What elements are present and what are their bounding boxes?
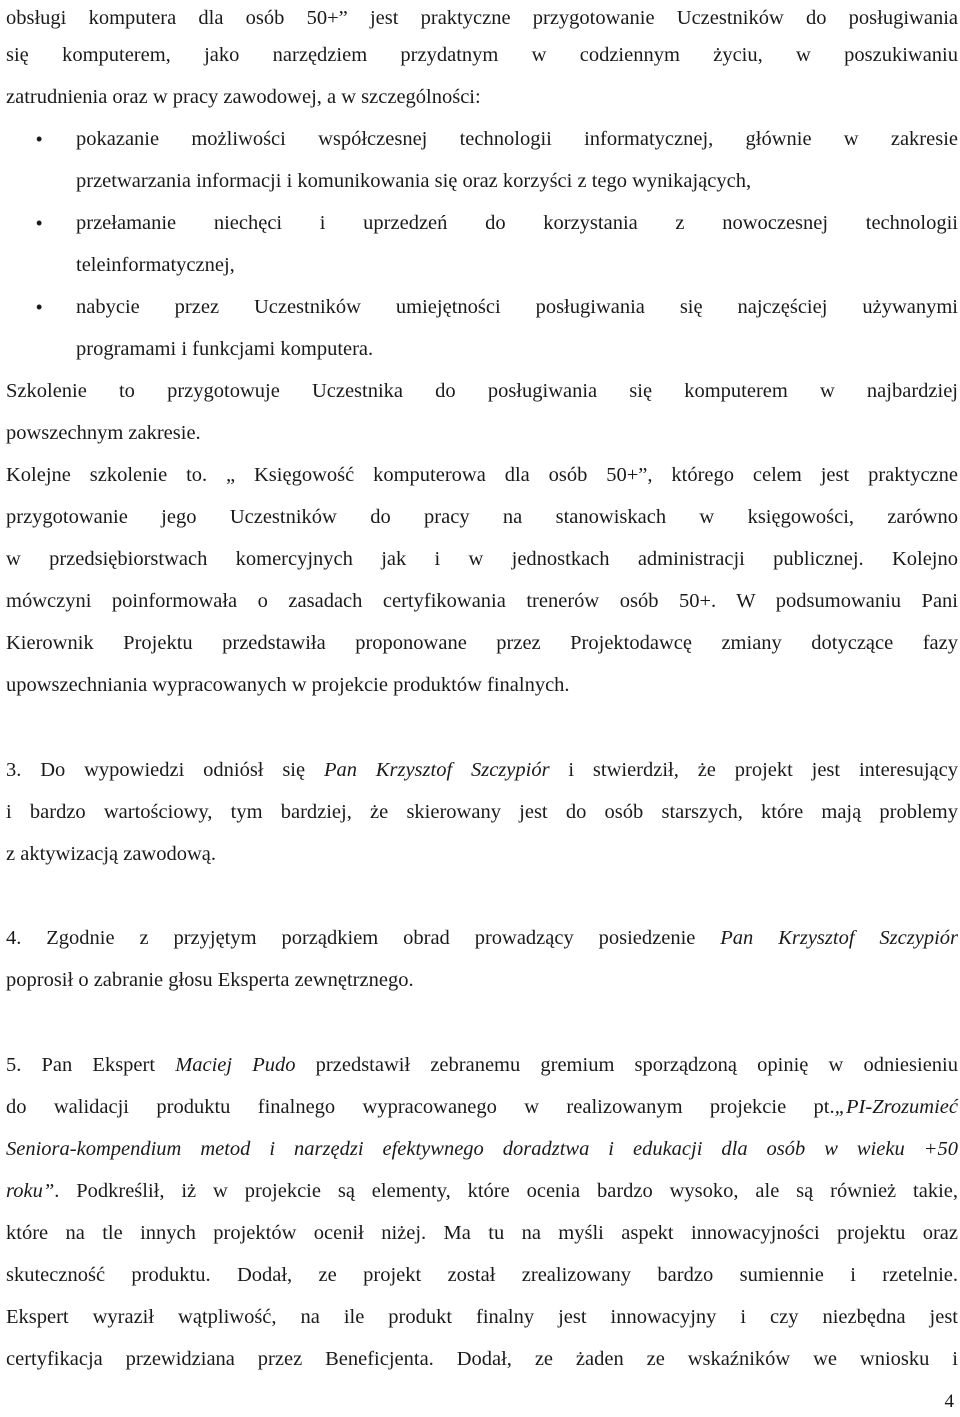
item-5-line-1 — [6, 1050, 958, 1080]
bullet-marker: • — [36, 129, 43, 149]
kolejne-line-2: przygotowanie jego Uczestników do pracy na stanowiskach w księgowości, zarówno — [6, 506, 958, 528]
page-number: 4 — [944, 1391, 954, 1412]
kolejne-line-4: mówczyni poinformowała o zasadach certyfikowania trenerów osób 50+. W podsumowaniu Pani — [6, 590, 958, 612]
bullet-1-line-2: przetwarzania informacji i komunikowania się oraz korzyści z tego wynikających, — [76, 170, 752, 192]
item-3-text: 3. Do wypowiedzi odniósł się — [6, 759, 324, 781]
bullet-1-line-1: pokazanie możliwości współczesnej technologii informatycznej, głównie w zakresie — [76, 128, 958, 150]
item-5-line-4 — [6, 1176, 958, 1206]
kolejne-line-5: Kierownik Projektu przedstawiła proponowane przez Projektodawcę zmiany dotyczące fazy — [6, 632, 958, 654]
item-5-text: przedstawił zebranemu gremium sporządzoną opinię w odniesieniu — [295, 1054, 958, 1076]
item-4-line-1 — [6, 923, 958, 953]
item-5-line-2 — [6, 1092, 958, 1122]
person-name: Pan Krzysztof Szczypiór — [323, 759, 550, 781]
item-4-text: 4. Zgodnie z przyjętym porządkiem obrad prowadzący posiedzenie — [6, 927, 721, 949]
kolejne-line-6: upowszechniania wypracowanych w projekcie produktów finalnych. — [6, 674, 570, 696]
kolejne-line-1: Kolejne szkolenie to. „ Księgowość komputerowa dla osób 50+”, którego celem jest praktyczne — [6, 464, 958, 486]
item-5-text: 5. Pan Ekspert — [6, 1054, 176, 1076]
item-3-line-2: i bardzo wartościowy, tym bardziej, że skierowany jest do osób starszych, które mają problemy — [6, 801, 958, 823]
kolejne-line-3: w przedsiębiorstwach komercyjnych jak i w jednostkach administracji publicznej. Kolejno — [6, 548, 958, 570]
item-3-line-1 — [6, 755, 958, 785]
bullet-marker: • — [36, 213, 43, 233]
person-name: Pan Krzysztof Szczypiór — [720, 927, 958, 949]
item-5-line-8: certyfikacja przewidziana przez Beneficjenta. Dodał, ze żaden ze wskaźników we wniosku i — [6, 1348, 958, 1370]
bullet-2-line-1: przełamanie niechęci i uprzedzeń do korzystania z nowoczesnej technologii — [76, 212, 958, 234]
item-5-line-6: skuteczność produktu. Dodał, ze projekt został zrealizowany bardzo sumiennie i rzetelnie. — [6, 1264, 958, 1286]
person-name: Maciej Pudo — [175, 1054, 296, 1076]
item-3-line-3: z aktywizacją zawodową. — [6, 843, 217, 865]
bullet-3-line-2: programami i funkcjami komputera. — [76, 338, 374, 360]
item-5-text: do walidacji produktu finalnego wypracowanego w realizowanym projekcie pt. — [6, 1096, 835, 1118]
item-5-text: . Podkreślił, iż w projekcie są elementy, które ocenia bardzo wysoko, ale są również takie, — [54, 1180, 958, 1202]
item-5-line-7: Ekspert wyraził wątpliwość, na ile produkt finalny jest innowacyjny i czy niezbędna jest — [6, 1306, 958, 1328]
item-4-line-2: poprosił o zabranie głosu Eksperta zewnętrznego. — [6, 969, 414, 991]
product-title: „PI-Zrozumieć — [834, 1096, 958, 1118]
product-title: roku” — [6, 1180, 55, 1202]
intro-line-1: obsługi komputera dla osób 50+” jest praktyczne przygotowanie Uczestników do posługiwania — [6, 7, 958, 29]
bullet-3-line-1: nabycie przez Uczestników umiejętności posługiwania się najczęściej używanymi — [76, 296, 958, 318]
item-5-line-5: które na tle innych projektów ocenił niżej. Ma tu na myśli aspekt innowacyjności projektu oraz — [6, 1222, 958, 1244]
intro-line-3: zatrudnienia oraz w pracy zawodowej, a w szczególności: — [6, 86, 481, 108]
szkolenie-line-2: powszechnym zakresie. — [6, 422, 201, 444]
bullet-2-line-2: teleinformatycznej, — [76, 254, 235, 276]
product-title-line: Seniora-kompendium metod i narzędzi efektywnego doradztwa i edukacji dla osób w wieku +50 — [6, 1138, 958, 1160]
szkolenie-line-1: Szkolenie to przygotowuje Uczestnika do posługiwania się komputerem w najbardziej — [6, 380, 958, 402]
intro-line-2: się komputerem, jako narzędziem przydatnym w codziennym życiu, w poszukiwaniu — [6, 44, 958, 66]
item-3-text: i stwierdził, że projekt jest interesujący — [549, 759, 958, 781]
bullet-marker: • — [36, 297, 43, 317]
